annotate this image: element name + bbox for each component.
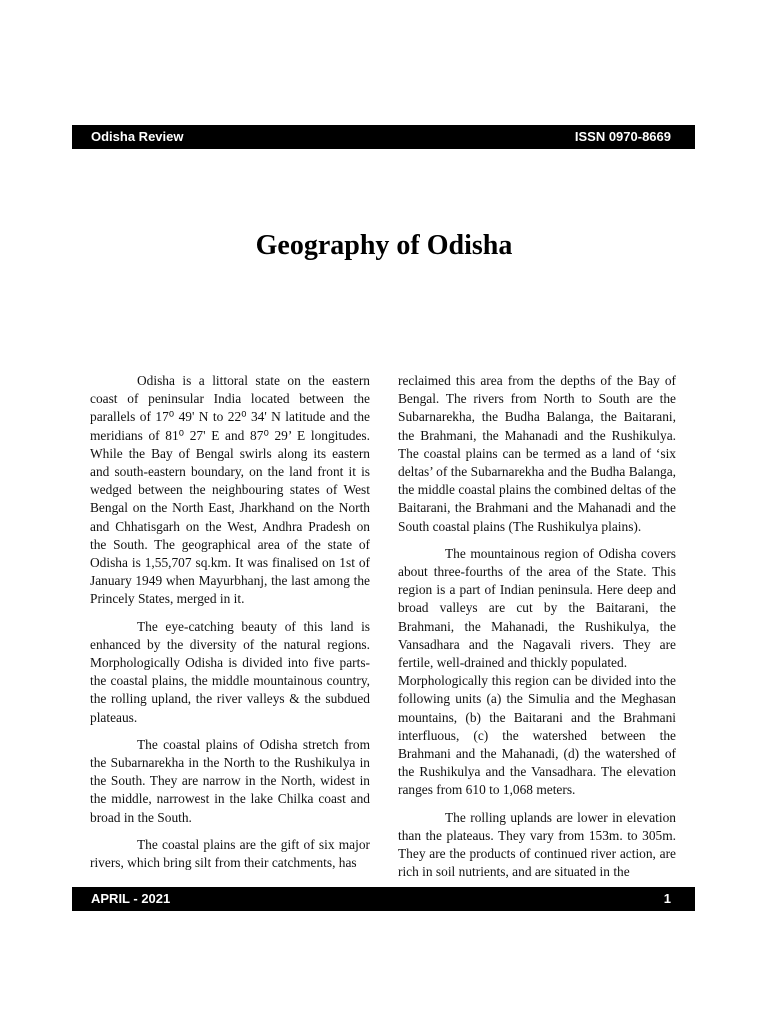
article-title: Geography of Odisha <box>255 230 513 261</box>
footer-bar <box>72 887 695 911</box>
journal-name: Odisha Review <box>91 129 184 144</box>
paragraph: Morphologically this region can be divided into the following units (a) the Simulia and the Meghasan mountains, (b) the Baitarani and the Brahmani interfluous, (c) the watershed between the Brahmani and the Mahanadi, (d) the watershed of the Rushikulya and the Vansadhara. The elevation ranges from 610 to 1,068 meters. <box>398 673 676 798</box>
paragraph: The mountainous region of Odisha covers about three-fourths of the area of the State. This region is a part of Indian peninsula. Here deep and broad valleys are cut by the Baitarani, the Brahmani, the Mahanadi, the Rushikulya, the Vansadhara and the Nagavali rivers. They are fertile, well-drained and thickly populated. <box>398 545 676 671</box>
paragraph: The eye-catching beauty of this land is enhanced by the diversity of the natural regions. Morphologically Odisha is divided into five parts- the coastal plains, the middle mountainous country, the rolling upland, the river valleys & the subdued plateaus. <box>90 618 370 725</box>
header-bar <box>72 125 695 149</box>
paragraph: reclaimed this area from the depths of the Bay of Bengal. The rivers from North to South are the Subarnarekha, the Budha Balanga, the Baitarani, the Brahmani, the Mahanadi and the Rushikulya. The coastal plains can be termed as a land of ‘six deltas’ of the Subarnarekha and the Budha Balanga, the middle coastal plains the combined deltas of the Baitarani, the Brahmani and the Mahanadi and the South coastal plains (The Rushikulya plains). <box>398 373 676 534</box>
page-number: 1 <box>663 891 671 906</box>
issue-date: APRIL - 2021 <box>91 891 171 906</box>
paragraph: Odisha is a littoral state on the eastern coast of peninsular India located between the parallels of 17⁰ 49' N to 22⁰ 34' N latitude and the meridians of 81⁰ 27' E and 87⁰ 29’ E longitudes. While the Bay of Bengal swirls along its eastern and south-eastern boundary, on the land front it is wedged between the neighbouring states of West Bengal on the North East, Jharkhand on the North and Chhatisgarh on the West, Andhra Pradesh on the South. The geographical area of the state of Odisha is 1,55,707 sq.km. It was finalised on 1st of January 1949 when Mayurbhanj, the last among the Princely States, merged in it. <box>90 373 370 607</box>
paragraph: The coastal plains of Odisha stretch from the Subarnarekha in the North to the Rushikulya in the South. They are narrow in the North, widest in the middle, narrowest in the lake Chilka coast and broad in the South. <box>90 736 370 825</box>
paragraph: The coastal plains are the gift of six major rivers, which bring silt from their catchments, has <box>90 836 370 871</box>
right-column <box>398 372 676 890</box>
left-column <box>90 372 370 881</box>
paragraph: The rolling uplands are lower in elevation than the plateaus. They vary from 153m. to 305m. They are the products of continued river action, are rich in soil nutrients, and are situated in the <box>398 809 676 880</box>
issn-label: ISSN 0970-8669 <box>574 129 671 144</box>
